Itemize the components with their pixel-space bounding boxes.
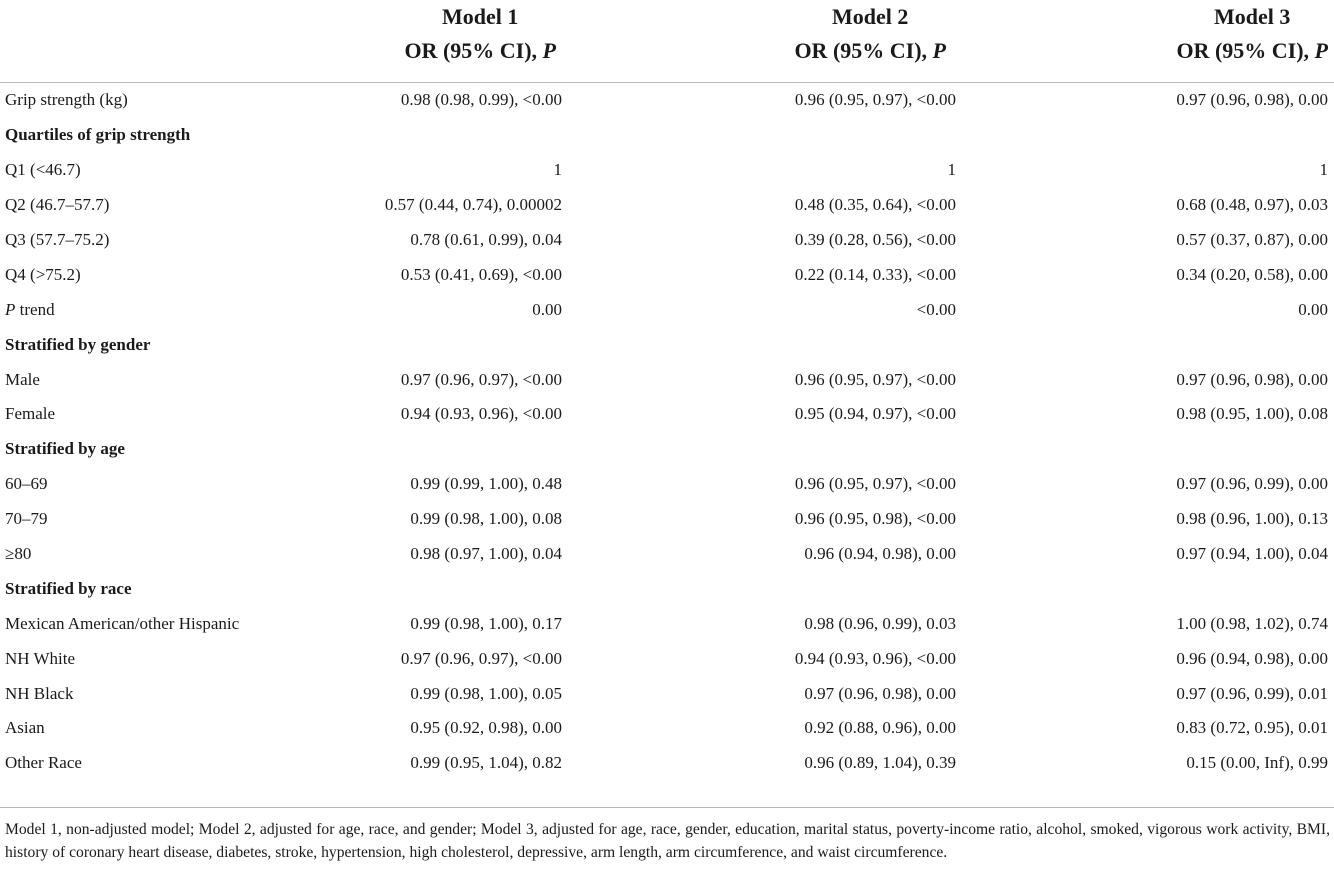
section-header-row	[0, 432, 1334, 467]
row-label	[0, 537, 240, 572]
model-3-value: 0.68 (0.48, 0.97), 0.03	[1176, 195, 1328, 215]
model-1-value	[240, 118, 706, 153]
model-1-value: 0.97 (0.96, 0.97), <0.00	[400, 369, 562, 389]
row-label	[0, 711, 240, 746]
model-3-value: 1	[1319, 160, 1328, 180]
row-label-text: Stratified by race	[5, 578, 132, 598]
model-3-value	[1028, 432, 1334, 467]
model-2-value: 1	[947, 160, 956, 180]
model-1-value: 0.99 (0.95, 1.04), 0.82	[410, 753, 562, 773]
header-model-3	[1028, 0, 1334, 83]
model-2-value: 0.39 (0.28, 0.56), <0.00	[794, 230, 956, 249]
row-label	[0, 188, 240, 223]
section-header-row	[0, 571, 1334, 606]
row-label-text: NH Black	[5, 683, 74, 703]
row-label-text: trend	[15, 299, 55, 319]
model-2-value: 0.96 (0.95, 0.97), <0.00	[794, 90, 956, 110]
table-row	[0, 223, 1334, 258]
model-1-value: 0.99 (0.98, 1.00), 0.08	[410, 509, 562, 529]
table-row	[0, 606, 1334, 641]
table-row	[0, 362, 1334, 397]
model-1-value: 0.95 (0.92, 0.98), 0.00	[410, 718, 562, 738]
table-row	[0, 397, 1334, 432]
model-1-value: 0.53 (0.41, 0.69), <0.00	[400, 264, 562, 284]
row-label	[0, 606, 240, 641]
table-row	[0, 257, 1334, 292]
row-label	[0, 153, 240, 188]
header-empty-cell	[0, 0, 240, 83]
row-label-text: Other Race	[5, 753, 82, 773]
model-2-value: <0.00	[916, 299, 956, 319]
header-model-1	[240, 0, 706, 83]
row-label-text: 60–69	[5, 474, 48, 494]
model-2-value: 0.92 (0.88, 0.96), 0.00	[804, 718, 956, 738]
model-2-value	[706, 432, 1028, 467]
section-header-row	[0, 118, 1334, 153]
model-1-value: 0.78 (0.61, 0.99), 0.04	[410, 230, 562, 249]
model-2-value	[706, 118, 1028, 153]
model-1-value: 0.97 (0.96, 0.97), <0.00	[400, 648, 562, 668]
row-label-text: NH White	[5, 648, 76, 668]
model-3-value: 0.34 (0.20, 0.58), 0.00	[1176, 264, 1328, 284]
table-row	[0, 292, 1334, 327]
row-label-text: Mexican American/other Hispanic	[5, 613, 240, 633]
section-label	[0, 118, 240, 153]
row-label	[0, 223, 240, 258]
model-1-value: 0.00	[532, 299, 562, 319]
model-2-value: 0.98 (0.96, 0.99), 0.03	[804, 613, 956, 633]
row-label	[0, 467, 240, 502]
model-2-value	[706, 327, 1028, 362]
table-row	[0, 641, 1334, 676]
table-row	[0, 83, 1334, 118]
model-2-stat-p: P	[932, 38, 946, 63]
model-1-value: 1	[553, 160, 562, 180]
table-row	[0, 502, 1334, 537]
table-row	[0, 746, 1334, 781]
model-2-value: 0.96 (0.95, 0.97), <0.00	[794, 474, 956, 494]
model-3-value	[1028, 327, 1334, 362]
table-footnote: Model 1, non-adjusted model; Model 2, adjusted for age, race, and gender; Model 3, adjusted for age, race, gender, education, marital status, poverty-income ratio, alcohol, smoked, vigorous work activity, BMI, history of coronary heart disease, diabetes, stroke, hypertension, high cholesterol, depressive, arm length, arm circumference, and waist circumference.	[5, 821, 1330, 861]
model-1-title: Model 1	[442, 4, 519, 29]
row-label-text: Female	[5, 404, 56, 424]
model-3-value: 0.57 (0.37, 0.87), 0.00	[1176, 230, 1328, 249]
model-2-value: 0.94 (0.93, 0.96), <0.00	[794, 648, 956, 668]
row-label-text: Asian	[5, 718, 45, 738]
model-1-value: 0.99 (0.98, 1.00), 0.05	[410, 683, 562, 703]
model-3-value: 0.98 (0.95, 1.00), 0.08	[1176, 404, 1328, 424]
model-1-value	[240, 432, 706, 467]
model-2-value: 0.96 (0.89, 1.04), 0.39	[804, 753, 956, 773]
model-3-stat-label: OR (95% CI),	[1176, 38, 1315, 63]
row-label-text: Q2 (46.7–57.7)	[5, 195, 110, 215]
row-label	[0, 292, 240, 327]
model-3-value: 0.97 (0.96, 0.99), 0.00	[1176, 474, 1328, 494]
model-3-value	[1028, 571, 1334, 606]
row-label	[0, 502, 240, 537]
model-1-value	[240, 327, 706, 362]
model-1-value: 0.57 (0.44, 0.74), 0.00002	[384, 195, 562, 215]
model-3-value: 0.97 (0.94, 1.00), 0.04	[1176, 544, 1328, 564]
row-label	[0, 362, 240, 397]
section-label	[0, 571, 240, 606]
section-label	[0, 432, 240, 467]
model-2-title: Model 2	[832, 4, 909, 29]
model-3-value: 1.00 (0.98, 1.02), 0.74	[1176, 613, 1328, 633]
model-2-value	[706, 571, 1028, 606]
row-label-text: Quartiles of grip strength	[5, 125, 191, 145]
row-label-text: ≥80	[5, 544, 32, 564]
model-1-value: 0.94 (0.93, 0.96), <0.00	[400, 404, 562, 424]
table-header	[0, 0, 1334, 83]
model-1-value: 0.98 (0.98, 0.99), <0.00	[400, 90, 562, 110]
row-label-text: Stratified by age	[5, 439, 125, 459]
footnote-divider	[0, 807, 1334, 808]
model-3-value: 0.96 (0.94, 0.98), 0.00	[1176, 648, 1328, 668]
table-body	[0, 83, 1334, 781]
model-1-stat-p: P	[542, 38, 556, 63]
row-label-text: Q1 (<46.7)	[5, 160, 81, 180]
model-1-value: 0.98 (0.97, 1.00), 0.04	[410, 544, 562, 564]
model-3-title: Model 3	[1214, 4, 1291, 29]
model-1-value	[240, 571, 706, 606]
model-1-value: 0.99 (0.99, 1.00), 0.48	[410, 474, 562, 494]
model-3-value: 0.83 (0.72, 0.95), 0.01	[1176, 718, 1328, 738]
table-row	[0, 676, 1334, 711]
model-1-stat-label: OR (95% CI),	[404, 38, 543, 63]
model-2-value: 0.97 (0.96, 0.98), 0.00	[804, 683, 956, 703]
row-label-text: 70–79	[5, 509, 48, 529]
row-label-text: Male	[5, 369, 40, 389]
model-3-value: 0.98 (0.96, 1.00), 0.13	[1176, 509, 1328, 529]
model-2-value: 0.96 (0.95, 0.98), <0.00	[794, 509, 956, 529]
model-2-value: 0.22 (0.14, 0.33), <0.00	[794, 264, 956, 284]
model-3-value: 0.97 (0.96, 0.99), 0.01	[1176, 683, 1328, 703]
model-3-value: 0.00	[1298, 299, 1328, 319]
row-label-italic: P	[5, 299, 16, 319]
row-label	[0, 676, 240, 711]
section-header-row	[0, 327, 1334, 362]
model-2-value: 0.96 (0.95, 0.97), <0.00	[794, 369, 956, 389]
row-label	[0, 397, 240, 432]
model-3-value: 0.97 (0.96, 0.98), 0.00	[1176, 369, 1328, 389]
table-row	[0, 153, 1334, 188]
model-3-value	[1028, 118, 1334, 153]
model-2-value: 0.95 (0.94, 0.97), <0.00	[794, 404, 956, 424]
model-3-value: 0.97 (0.96, 0.98), 0.00	[1176, 90, 1328, 110]
header-model-2	[706, 0, 1028, 83]
table-row	[0, 537, 1334, 572]
model-1-value: 0.99 (0.98, 1.00), 0.17	[410, 613, 562, 633]
row-label-text: Q3 (57.7–75.2)	[5, 230, 110, 249]
row-label-text: Grip strength (kg)	[5, 90, 128, 110]
row-label	[0, 83, 240, 118]
row-label	[0, 257, 240, 292]
section-label	[0, 327, 240, 362]
row-label-text: Q4 (>75.2)	[5, 264, 81, 284]
row-label-text: Stratified by gender	[5, 334, 151, 354]
model-2-stat-label: OR (95% CI),	[794, 38, 933, 63]
row-label	[0, 746, 240, 781]
model-2-value: 0.48 (0.35, 0.64), <0.00	[794, 195, 956, 215]
model-2-value: 0.96 (0.94, 0.98), 0.00	[804, 544, 956, 564]
model-3-value: 0.15 (0.00, Inf), 0.99	[1186, 753, 1328, 773]
table-row	[0, 711, 1334, 746]
table-row	[0, 467, 1334, 502]
table-row	[0, 188, 1334, 223]
row-label	[0, 641, 240, 676]
model-3-stat-p: P	[1314, 38, 1328, 63]
